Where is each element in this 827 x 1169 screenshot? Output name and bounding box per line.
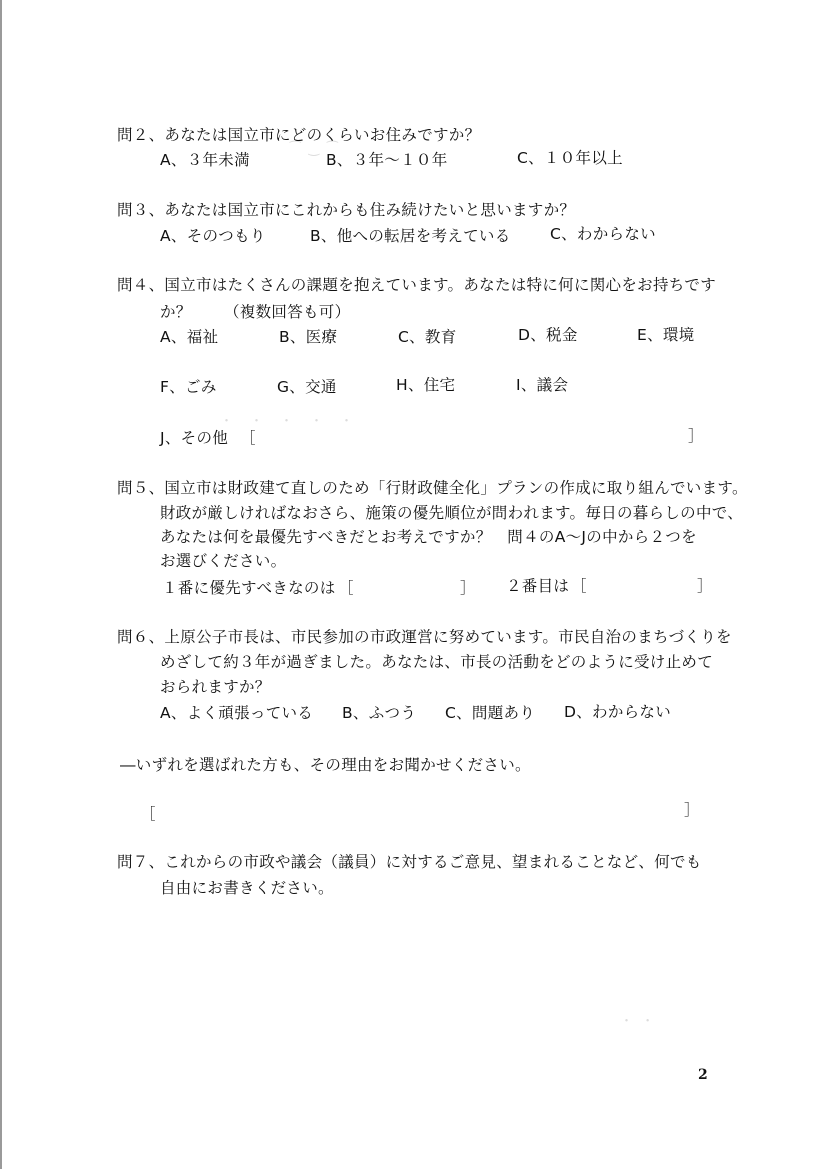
q5-second-priority-input[interactable] [593, 572, 697, 596]
q6-text-line1: 問６、上原公子市長は、市民参加の市政運営に努めています。市民自治のまちづくりを [117, 628, 732, 646]
q4-text-line2: か？ [160, 303, 192, 321]
q3-option-c[interactable]: C、わからない [550, 225, 656, 243]
show-through-text: ・ ・ [620, 1014, 657, 1029]
q5-text-line1: 問５、国立市は財政建て直しのため「行財政健全化」プランの作成に取り組んでいます。 [117, 479, 748, 497]
q6-option-a[interactable]: A、よく頑張っている [160, 704, 314, 722]
q4-other-open-bracket: ［ [240, 429, 256, 447]
q2-option-c[interactable]: C、１０年以上 [517, 149, 623, 167]
show-through-text: ・ ・ ・ ・ ・ [220, 414, 356, 429]
q5-second-open-bracket: ［ [571, 577, 587, 595]
q4-option-i[interactable]: I、議会 [516, 376, 569, 394]
q5-text-line2: 財政が厳しければなおさら、施策の優先順位が問われます。毎日の暮らしの中で、 [160, 504, 744, 522]
q4-option-c[interactable]: C、教育 [398, 328, 457, 346]
q4-text-line1: 問４、国立市はたくさんの課題を抱えています。あなたは特に何に関心をお持ちです [117, 276, 717, 294]
q6-text-line2: めざして約３年が過ぎました。あなたは、市長の活動をどのように受け止めて [160, 653, 714, 671]
q4-other-close-bracket: ］ [688, 427, 704, 445]
q7-text-line1: 問７、これからの市政や議会（議員）に対するご意見、望まれることなど、何でも [117, 853, 702, 871]
q6-reason-close-bracket: ］ [684, 801, 700, 819]
q5-first-priority-label: １番に優先すべきなのは [162, 579, 336, 597]
q6-option-b[interactable]: B、ふつう [342, 704, 417, 722]
q5-second-priority-label: ２番目は [506, 577, 570, 595]
q4-option-a[interactable]: A、福祉 [160, 328, 219, 346]
q2-option-a[interactable]: A、３年未満 [160, 151, 250, 169]
q5-first-close-bracket: ］ [460, 579, 476, 597]
page-number: 2 [698, 1067, 708, 1083]
q4-option-j-label: J、その他 [160, 429, 229, 447]
q6-reason-input[interactable] [162, 800, 684, 824]
q6-option-c[interactable]: C、問題あり [445, 704, 536, 722]
q6-reason-open-bracket: ［ [140, 805, 156, 823]
q3-option-b[interactable]: B、他への転居を考えている [310, 227, 511, 245]
scan-edge [0, 0, 2, 1169]
q5-text-line3: あなたは何を最優先すべきだとお考えですか？ 問４のA～Jの中から２つを [160, 528, 697, 546]
q6-reason-prompt: ―いずれを選ばれた方も、その理由をお聞かせください。 [120, 756, 531, 774]
q2-option-b[interactable]: B、３年～１０年 [326, 151, 448, 169]
q3-option-a[interactable]: A、そのつもり [160, 227, 266, 245]
q3-text: 問３、あなたは国立市にこれからも住み続けたいと思いますか？ [117, 201, 576, 219]
q6-text-line3: おられますか？ [160, 678, 271, 696]
q5-first-open-bracket: ［ [338, 579, 354, 597]
q4-option-g[interactable]: G、交通 [277, 378, 337, 396]
q4-note: （複数回答も可） [224, 303, 351, 321]
show-through-text: ⁀ ‿ ⁀ [290, 142, 340, 157]
q4-option-d[interactable]: D、税金 [518, 326, 578, 344]
q4-option-h[interactable]: H、住宅 [396, 376, 456, 394]
q7-text-line2: 自由にお書きください。 [160, 879, 334, 897]
q4-option-f[interactable]: F、ごみ [160, 378, 217, 396]
q5-text-line4: お選びください。 [160, 552, 287, 570]
q4-option-e[interactable]: E、環境 [637, 326, 695, 344]
q4-option-b[interactable]: B、医療 [279, 328, 338, 346]
q6-option-d[interactable]: D、わからない [564, 703, 672, 721]
q7-comment-area[interactable] [160, 910, 700, 1050]
q5-second-close-bracket: ］ [697, 577, 713, 595]
q2-text: 問２、あなたは国立市にどのくらいお住みですか？ [117, 126, 481, 144]
q5-first-priority-input[interactable] [360, 574, 460, 598]
